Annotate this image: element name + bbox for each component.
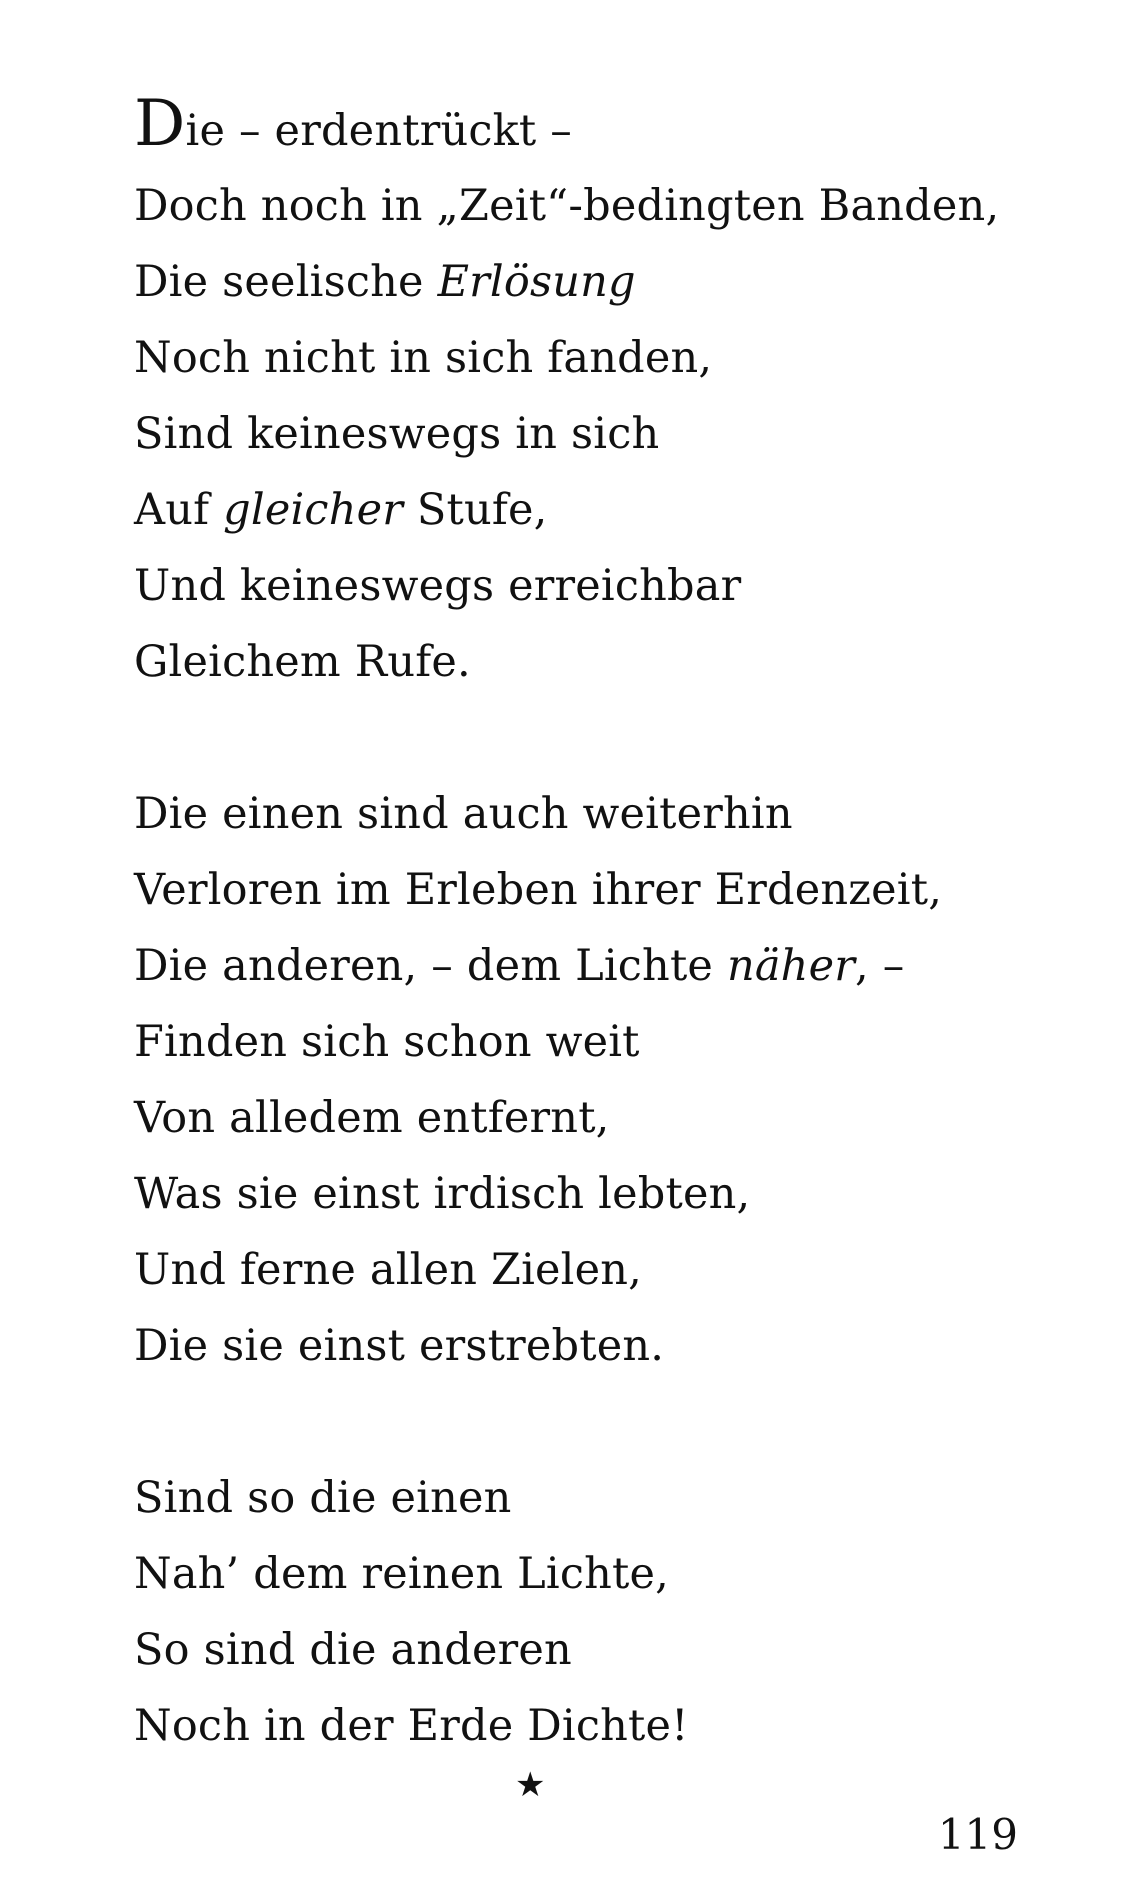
stanza-2 xyxy=(134,776,1034,1384)
line-text: Die seelische xyxy=(134,257,438,307)
poem-line xyxy=(134,244,1034,320)
page-number: 119 xyxy=(937,1810,1018,1859)
italic-word: Erlösung xyxy=(437,257,636,307)
poem-line: Finden sich schon weit xyxy=(134,1017,640,1067)
poem-line: Noch nicht in sich fanden, xyxy=(134,333,713,383)
poem-line: Verloren im Erleben ihrer Erdenzeit, xyxy=(134,865,943,915)
poem-line xyxy=(134,472,1034,548)
poem-line: Und keineswegs erreichbar xyxy=(134,561,742,611)
poem-line: Doch noch in „Zeit“-bedingten Banden, xyxy=(134,181,1000,231)
poem-line: Sind so die einen xyxy=(134,1473,512,1523)
line-text: Auf xyxy=(134,485,224,535)
poem-line: Sind keineswegs in sich xyxy=(134,409,660,459)
poem xyxy=(134,87,1034,1764)
line-text: Stufe, xyxy=(403,485,548,535)
drop-cap: D xyxy=(134,87,186,161)
stanza-3 xyxy=(134,1460,1034,1764)
poem-line: Die sie einst erstrebten. xyxy=(134,1321,665,1371)
poem-line: Nah’ dem reinen Lichte, xyxy=(134,1549,670,1599)
poem-line: Was sie einst irdisch lebten, xyxy=(134,1169,751,1219)
star-ornament-icon: ★ xyxy=(515,1765,546,1805)
stanza-1 xyxy=(134,87,1034,700)
poem-line: So sind die anderen xyxy=(134,1625,572,1675)
poem-line xyxy=(134,87,1034,168)
poem-line xyxy=(134,928,1034,1004)
line-text: , – xyxy=(854,941,905,991)
line-text: ie – erdentrückt – xyxy=(185,106,572,156)
poem-line: Die einen sind auch weiterhin xyxy=(134,789,793,839)
line-text: Die anderen, – dem Lichte xyxy=(134,941,727,991)
poem-line: Von alledem entfernt, xyxy=(134,1093,610,1143)
poem-line: Und ferne allen Zielen, xyxy=(134,1245,643,1295)
italic-word: näher xyxy=(726,941,855,991)
italic-word: gleicher xyxy=(223,485,403,535)
poem-line: Gleichem Rufe. xyxy=(134,637,471,687)
poem-line: Noch in der Erde Dichte! xyxy=(134,1701,689,1751)
